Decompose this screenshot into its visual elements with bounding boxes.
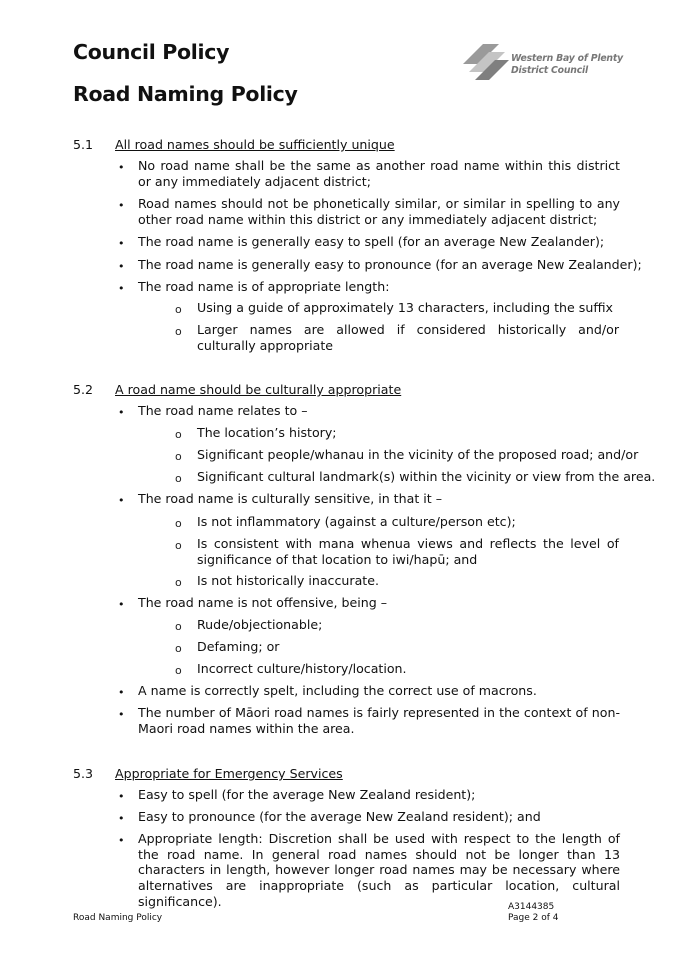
bullet-text: The road name is generally easy to pronounce (for an average New Zealander); [138,257,642,272]
bullet-text: The road name is not offensive, being – [138,595,388,610]
subbullet-text: Larger names are allowed if considered historically and/or culturally appropriate [197,322,619,353]
bullet-icon: • [118,237,125,250]
subbullet-text: Is not historically inaccurate. [197,573,379,588]
subbullet-icon: o [175,539,182,552]
subbullet-icon: o [175,325,182,338]
subbullet-text: Using a guide of approximately 13 characters, including the suffix [197,300,613,315]
bullet-icon: • [118,199,125,212]
bullet-icon: • [118,598,125,611]
subbullet-text: The location’s history; [197,425,337,440]
bullet-icon: • [118,282,125,295]
bullet-text: A name is correctly spelt, including the correct use of macrons. [138,683,537,698]
bullet-icon: • [118,812,125,825]
footer-document-name: Road Naming Policy [73,913,163,923]
section-title: Appropriate for Emergency Services [115,766,343,781]
bullet-icon: • [118,686,125,699]
subbullet-icon: o [175,428,182,441]
council-logo [463,42,623,84]
bullet-icon: • [118,260,125,273]
logo-text-line1: Western Bay of Plenty [511,53,623,64]
subbullet-icon: o [175,620,182,633]
bullet-text: The road name is generally easy to spell (for an average New Zealander); [138,234,605,249]
section-title: All road names should be sufficiently unique [115,137,395,152]
subbullet-text: Significant people/whanau in the vicinity of the proposed road; and/or [197,447,639,462]
bullet-text: The road name relates to – [138,403,308,418]
section-number: 5.3 [73,766,94,781]
subbullet-icon: o [175,517,182,530]
subbullet-icon: o [175,576,182,589]
bullet-icon: • [118,790,125,803]
subbullet-text: Incorrect culture/history/location. [197,661,407,676]
subbullet-icon: o [175,664,182,677]
document-subheading: Road Naming Policy [73,82,298,106]
logo-text-line2: District Council [511,65,588,76]
subbullet-icon: o [175,303,182,316]
bullet-text: Appropriate length: Discretion shall be used with respect to the length of the road name. In general road names should not be longer than 13 characters in length, however longer road names may be necessary where alternatives are inappropriate (such as particular location, cultural significance). [138,831,620,909]
subbullet-text: Rude/objectionable; [197,617,323,632]
subbullet-text: Is not inflammatory (against a culture/person etc); [197,514,516,529]
section-number: 5.1 [73,137,94,152]
section-title: A road name should be culturally appropriate [115,382,402,397]
bullet-text: Road names should not be phonetically similar, or similar in spelling to any other road name within this district or any immediately adjacent district; [138,196,620,227]
bullet-icon: • [118,834,125,847]
bullet-text: No road name shall be the same as another road name within this district or any immediately adjacent district; [138,158,620,189]
subbullet-text: Defaming; or [197,639,280,654]
council-logo-mark-icon [463,42,509,80]
section-number: 5.2 [73,382,94,397]
subbullet-icon: o [175,642,182,655]
subbullet-text: Significant cultural landmark(s) within the vicinity or view from the area. [197,469,656,484]
bullet-text: The road name is of appropriate length: [138,279,390,294]
subbullet-text: Is consistent with mana whenua views and reflects the level of significance of that location to iwi/hapū; and [197,536,619,567]
bullet-text: Easy to spell (for the average New Zealand resident); [138,787,476,802]
footer-document-id: A3144385 [508,902,555,912]
bullet-icon: • [118,406,125,419]
bullet-icon: • [118,161,125,174]
subbullet-icon: o [175,472,182,485]
bullet-text: The number of Māori road names is fairly represented in the context of non-Maori road names within the area. [138,705,620,736]
bullet-icon: • [118,708,125,721]
bullet-text: Easy to pronounce (for the average New Zealand resident); and [138,809,541,824]
subbullet-icon: o [175,450,182,463]
bullet-text: The road name is culturally sensitive, in that it – [138,491,442,506]
footer-page-number: Page 2 of 4 [508,913,559,923]
document-heading: Council Policy [73,40,230,64]
bullet-icon: • [118,494,125,507]
